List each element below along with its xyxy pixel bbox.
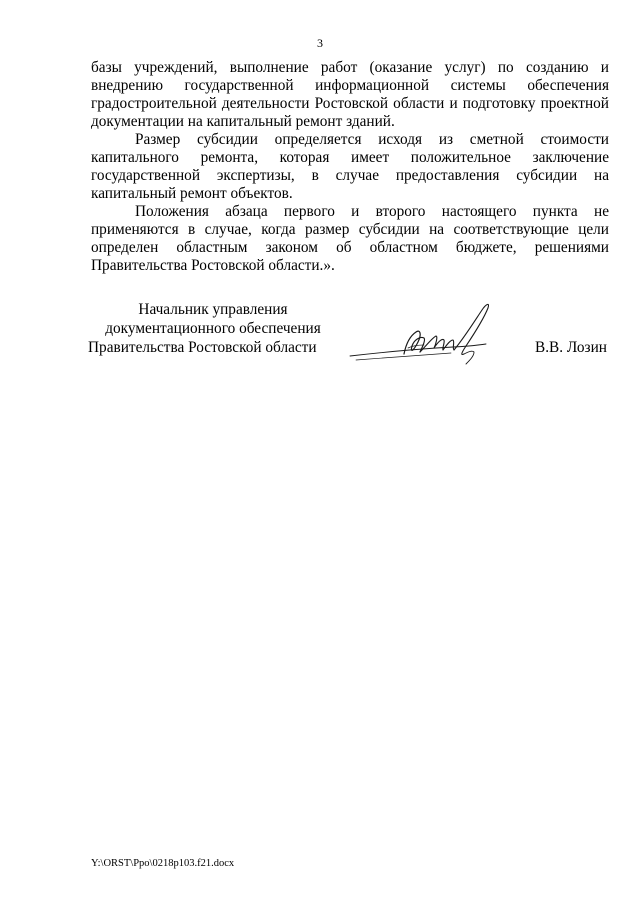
document-body <box>91 59 609 275</box>
signatory-position-line-2: документационного обеспечения <box>105 320 321 337</box>
paragraph-continuation: базы учреждений, выполнение работ (оказание услуг) по созданию и внедрению государственной информационной системы обеспечения градостроительной деятельности Ростовской области и подготовку проектной документации на капитальный ремонт зданий. <box>91 59 609 130</box>
footer-file-path: Y:\ORST\Ppo\0218p103.f21.docx <box>91 858 235 869</box>
signatory-position-line-1: Начальник управления <box>138 301 288 318</box>
signatory-name: В.В. Лозин <box>535 339 607 356</box>
signatory-position-line-3: Правительства Ростовской области <box>88 339 317 356</box>
paragraph-subsidy-size: Размер субсидии определяется исходя из сметной стоимости капитального ремонта, которая имеет положительное заключение государственной экспертизы, в случае предоставления субсидии на капитальный ремонт объектов. <box>91 131 609 202</box>
handwritten-signature-icon <box>346 298 506 370</box>
page-number: 3 <box>317 36 323 50</box>
paragraph-exceptions: Положения абзаца первого и второго настоящего пункта не применяются в случае, когда размер субсидии на соответствующие цели определен областным законом об областном бюджете, решениями Правительства Ростовской области.». <box>91 203 609 274</box>
signatory-position <box>88 300 338 357</box>
signature-block <box>88 300 616 380</box>
